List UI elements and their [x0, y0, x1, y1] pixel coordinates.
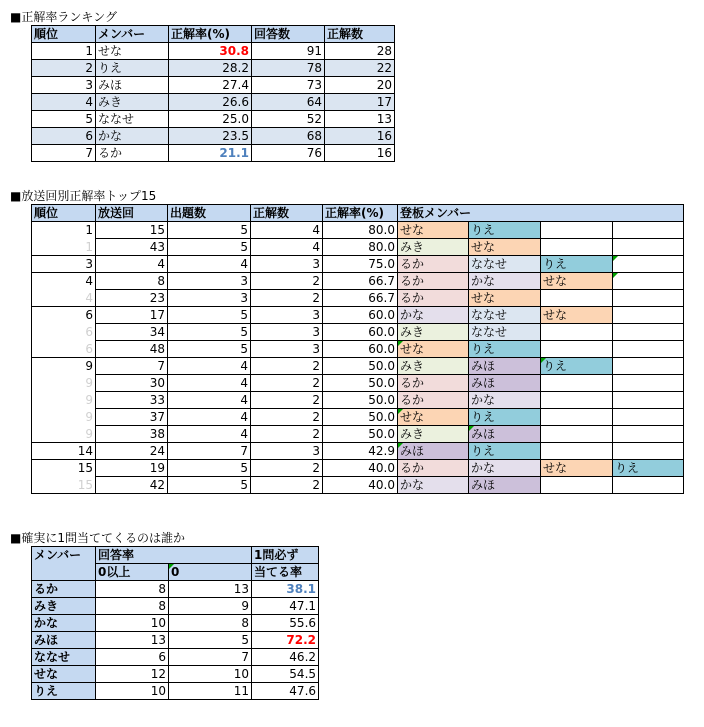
member-cell: るか: [398, 273, 469, 290]
member-cell: [613, 426, 684, 443]
member-cell: せな: [541, 460, 613, 477]
member-cell: りえ: [32, 683, 96, 700]
table-row: [32, 222, 684, 239]
member-cell: るか: [398, 375, 469, 392]
member-cell: [613, 375, 684, 392]
zero-cell: 8: [169, 615, 252, 632]
rate-cell: 75.0: [323, 256, 398, 273]
rate-cell: 21.1: [169, 145, 252, 162]
correct-cell: 16: [325, 128, 395, 145]
correct-cell: 2: [251, 409, 323, 426]
member-cell: るか: [398, 256, 469, 273]
table-row: [32, 43, 395, 60]
rank-cell: 15: [32, 460, 96, 477]
correct-cell: 3: [251, 341, 323, 358]
member-cell: [613, 409, 684, 426]
must-hit-rate-cell: 55.6: [252, 615, 319, 632]
member-cell: りえ: [469, 222, 541, 239]
member-cell: [613, 477, 684, 494]
rank-cell: 4: [32, 290, 96, 307]
rate-cell: 50.0: [323, 409, 398, 426]
correct-cell: 28: [325, 43, 395, 60]
questions-cell: 5: [168, 460, 251, 477]
episode-cell: 8: [96, 273, 168, 290]
questions-cell: 4: [168, 409, 251, 426]
rate-cell: 80.0: [323, 239, 398, 256]
rate-cell: 66.7: [323, 273, 398, 290]
member-cell: みほ: [469, 477, 541, 494]
rank-cell: 6: [32, 128, 96, 145]
questions-cell: 4: [168, 426, 251, 443]
table-row: [32, 460, 684, 477]
rate-cell: 40.0: [323, 477, 398, 494]
zero-plus-cell: 8: [96, 581, 169, 598]
questions-cell: 5: [168, 307, 251, 324]
member-cell: かな: [469, 392, 541, 409]
zero-plus-cell: 8: [96, 598, 169, 615]
table-row: [32, 598, 319, 615]
table-row: [32, 649, 319, 666]
episode-cell: 34: [96, 324, 168, 341]
table-row: [32, 77, 395, 94]
table-row: [32, 239, 684, 256]
episode-cell: 24: [96, 443, 168, 460]
correct-cell: 3: [251, 256, 323, 273]
rank-cell: 4: [32, 94, 96, 111]
table-row: [32, 666, 319, 683]
member-cell: りえ: [541, 256, 613, 273]
rate-cell: 60.0: [323, 307, 398, 324]
table-row: [32, 324, 684, 341]
table-row: [32, 443, 684, 460]
member-cell: せな: [398, 222, 469, 239]
header-sub-2: 0: [169, 564, 252, 581]
must-hit-title: ■確実に1問当ててくるのは誰か: [10, 531, 185, 545]
member-cell: ななせ: [32, 649, 96, 666]
episode-cell: 4: [96, 256, 168, 273]
table-row: [32, 256, 684, 273]
header-must-hit-1: 1問必ず: [252, 547, 319, 564]
header-rank: 順位: [32, 26, 96, 43]
member-cell: ななせ: [469, 324, 541, 341]
member-cell: [541, 341, 613, 358]
correct-cell: 20: [325, 77, 395, 94]
member-cell: [613, 290, 684, 307]
episode-cell: 17: [96, 307, 168, 324]
zero-plus-cell: 13: [96, 632, 169, 649]
zero-cell: 7: [169, 649, 252, 666]
zero-cell: 11: [169, 683, 252, 700]
rank-cell: 6: [32, 307, 96, 324]
member-cell: るか: [398, 460, 469, 477]
rank-cell: 5: [32, 111, 96, 128]
member-cell: [541, 375, 613, 392]
table-row: [32, 581, 319, 598]
header-rate: 正解率(%): [169, 26, 252, 43]
rank-cell: 9: [32, 426, 96, 443]
zero-cell: 5: [169, 632, 252, 649]
rate-cell: 60.0: [323, 324, 398, 341]
member-cell: みほ: [469, 375, 541, 392]
zero-plus-cell: 10: [96, 683, 169, 700]
questions-cell: 5: [168, 239, 251, 256]
member-cell: [613, 273, 684, 290]
rate-cell: 50.0: [323, 426, 398, 443]
table-row: [32, 426, 684, 443]
rate-cell: 60.0: [323, 341, 398, 358]
member-cell: [541, 477, 613, 494]
rate-cell: 25.0: [169, 111, 252, 128]
table-row: [32, 128, 395, 145]
member-cell: みき: [32, 598, 96, 615]
table-row: [32, 683, 319, 700]
rate-cell: 30.8: [169, 43, 252, 60]
rate-cell: 50.0: [323, 392, 398, 409]
correct-cell: 2: [251, 375, 323, 392]
header-must-hit-2: 当てる率: [252, 564, 319, 581]
member-cell: せな: [96, 43, 169, 60]
table-row: [32, 307, 684, 324]
member-cell: りえ: [613, 460, 684, 477]
must-hit-rate-cell: 72.2: [252, 632, 319, 649]
table-header-row: [32, 547, 319, 564]
table-row: [32, 60, 395, 77]
zero-cell: 10: [169, 666, 252, 683]
member-cell: [613, 239, 684, 256]
episode-cell: 19: [96, 460, 168, 477]
member-cell: [613, 256, 684, 273]
member-cell: [541, 324, 613, 341]
member-cell: ななせ: [469, 307, 541, 324]
questions-cell: 5: [168, 324, 251, 341]
header-answers: 回答数: [252, 26, 325, 43]
must-hit-table: [31, 546, 319, 700]
accuracy-ranking-table: [31, 25, 395, 162]
rate-cell: 27.4: [169, 77, 252, 94]
member-cell: [613, 307, 684, 324]
answers-cell: 64: [252, 94, 325, 111]
rank-cell: 6: [32, 341, 96, 358]
member-cell: かな: [398, 477, 469, 494]
table-row: [32, 94, 395, 111]
zero-cell: 13: [169, 581, 252, 598]
member-cell: りえ: [541, 358, 613, 375]
table-row: [32, 145, 395, 162]
correct-cell: 3: [251, 443, 323, 460]
member-cell: ななせ: [96, 111, 169, 128]
table-row: [32, 341, 684, 358]
episode-cell: 30: [96, 375, 168, 392]
rate-cell: 42.9: [323, 443, 398, 460]
header-rate: 正解率(%): [323, 205, 398, 222]
must-hit-rate-cell: 47.6: [252, 683, 319, 700]
rate-cell: 28.2: [169, 60, 252, 77]
member-cell: かな: [398, 307, 469, 324]
rank-cell: 3: [32, 256, 96, 273]
table-header-row: [32, 205, 684, 222]
member-cell: [613, 392, 684, 409]
rank-cell: 9: [32, 392, 96, 409]
member-cell: [541, 239, 613, 256]
correct-cell: 3: [251, 307, 323, 324]
zero-plus-cell: 6: [96, 649, 169, 666]
rank-cell: 9: [32, 375, 96, 392]
rate-cell: 66.7: [323, 290, 398, 307]
member-cell: かな: [469, 460, 541, 477]
questions-cell: 3: [168, 290, 251, 307]
member-cell: [613, 358, 684, 375]
must-hit-rate-cell: 47.1: [252, 598, 319, 615]
member-cell: [541, 409, 613, 426]
member-cell: るか: [32, 581, 96, 598]
member-cell: りえ: [96, 60, 169, 77]
member-cell: せな: [469, 290, 541, 307]
rank-cell: 6: [32, 324, 96, 341]
table-row: [32, 290, 684, 307]
correct-cell: 17: [325, 94, 395, 111]
table-row: [32, 111, 395, 128]
member-cell: ななせ: [469, 256, 541, 273]
table-row: [32, 375, 684, 392]
correct-cell: 22: [325, 60, 395, 77]
answers-cell: 68: [252, 128, 325, 145]
header-members: 登板メンバー: [398, 205, 684, 222]
header-answer-rate: 回答率: [96, 547, 252, 564]
rank-cell: 15: [32, 477, 96, 494]
episode-cell: 7: [96, 358, 168, 375]
episode-cell: 37: [96, 409, 168, 426]
member-cell: せな: [541, 273, 613, 290]
rate-cell: 26.6: [169, 94, 252, 111]
correct-cell: 16: [325, 145, 395, 162]
questions-cell: 7: [168, 443, 251, 460]
rank-cell: 3: [32, 77, 96, 94]
rank-cell: 4: [32, 273, 96, 290]
episode-cell: 15: [96, 222, 168, 239]
must-hit-rate-cell: 38.1: [252, 581, 319, 598]
table-row: [32, 409, 684, 426]
rate-cell: 80.0: [323, 222, 398, 239]
header-rank: 順位: [32, 205, 96, 222]
table-header-row: [32, 26, 395, 43]
questions-cell: 4: [168, 358, 251, 375]
member-cell: [541, 443, 613, 460]
correct-cell: 3: [251, 324, 323, 341]
questions-cell: 4: [168, 256, 251, 273]
member-cell: かな: [469, 273, 541, 290]
correct-cell: 2: [251, 426, 323, 443]
member-cell: るか: [398, 290, 469, 307]
episode-top15-table: [31, 204, 684, 494]
rate-cell: 40.0: [323, 460, 398, 477]
zero-plus-cell: 10: [96, 615, 169, 632]
correct-cell: 4: [251, 239, 323, 256]
table-row: [32, 632, 319, 649]
member-cell: るか: [96, 145, 169, 162]
correct-cell: 2: [251, 392, 323, 409]
header-member: メンバー: [96, 26, 169, 43]
rate-cell: 50.0: [323, 375, 398, 392]
answers-cell: 91: [252, 43, 325, 60]
member-cell: せな: [32, 666, 96, 683]
episode-cell: 43: [96, 239, 168, 256]
member-cell: [541, 426, 613, 443]
member-cell: みき: [398, 324, 469, 341]
member-cell: るか: [398, 392, 469, 409]
correct-cell: 2: [251, 290, 323, 307]
correct-cell: 2: [251, 477, 323, 494]
ranking-title: ■正解率ランキング: [10, 10, 117, 24]
member-cell: [613, 222, 684, 239]
member-cell: みき: [96, 94, 169, 111]
member-cell: せな: [541, 307, 613, 324]
member-cell: [541, 290, 613, 307]
rank-cell: 7: [32, 145, 96, 162]
questions-cell: 5: [168, 477, 251, 494]
table-row: [32, 477, 684, 494]
must-hit-rate-cell: 46.2: [252, 649, 319, 666]
header-correct: 正解数: [251, 205, 323, 222]
episode-cell: 48: [96, 341, 168, 358]
questions-cell: 4: [168, 375, 251, 392]
episode-cell: 42: [96, 477, 168, 494]
member-cell: せな: [398, 409, 469, 426]
header-correct: 正解数: [325, 26, 395, 43]
member-cell: みほ: [32, 632, 96, 649]
table-row: [32, 392, 684, 409]
correct-cell: 2: [251, 460, 323, 477]
rank-cell: 14: [32, 443, 96, 460]
member-cell: [613, 443, 684, 460]
rate-cell: 50.0: [323, 358, 398, 375]
correct-cell: 2: [251, 358, 323, 375]
header-episode: 放送回: [96, 205, 168, 222]
rate-cell: 23.5: [169, 128, 252, 145]
header-questions: 出題数: [168, 205, 251, 222]
member-cell: みき: [398, 239, 469, 256]
rank-cell: 9: [32, 409, 96, 426]
questions-cell: 5: [168, 341, 251, 358]
rank-cell: 1: [32, 43, 96, 60]
zero-plus-cell: 12: [96, 666, 169, 683]
member-cell: みほ: [398, 443, 469, 460]
member-cell: かな: [96, 128, 169, 145]
questions-cell: 5: [168, 222, 251, 239]
episode-cell: 23: [96, 290, 168, 307]
correct-cell: 4: [251, 222, 323, 239]
answers-cell: 78: [252, 60, 325, 77]
member-cell: せな: [469, 239, 541, 256]
member-cell: みほ: [469, 426, 541, 443]
member-cell: りえ: [469, 443, 541, 460]
rank-cell: 1: [32, 222, 96, 239]
table-row: [32, 358, 684, 375]
member-cell: [613, 324, 684, 341]
must-hit-rate-cell: 54.5: [252, 666, 319, 683]
member-cell: せな: [398, 341, 469, 358]
member-cell: みき: [398, 426, 469, 443]
rank-cell: 1: [32, 239, 96, 256]
member-cell: みほ: [469, 358, 541, 375]
correct-cell: 13: [325, 111, 395, 128]
member-cell: [613, 341, 684, 358]
member-cell: みき: [398, 358, 469, 375]
header-member: メンバー: [32, 547, 96, 581]
table-row: [32, 273, 684, 290]
correct-cell: 2: [251, 273, 323, 290]
zero-cell: 9: [169, 598, 252, 615]
member-cell: [541, 392, 613, 409]
episode-cell: 38: [96, 426, 168, 443]
member-cell: みほ: [96, 77, 169, 94]
rank-cell: 9: [32, 358, 96, 375]
episode-top15-title: ■放送回別正解率トップ15: [10, 189, 157, 203]
header-sub-1: 0以上: [96, 564, 169, 581]
member-cell: りえ: [469, 341, 541, 358]
answers-cell: 52: [252, 111, 325, 128]
answers-cell: 76: [252, 145, 325, 162]
member-cell: [541, 222, 613, 239]
episode-cell: 33: [96, 392, 168, 409]
questions-cell: 4: [168, 392, 251, 409]
member-cell: りえ: [469, 409, 541, 426]
table-row: [32, 615, 319, 632]
rank-cell: 2: [32, 60, 96, 77]
member-cell: かな: [32, 615, 96, 632]
questions-cell: 3: [168, 273, 251, 290]
answers-cell: 73: [252, 77, 325, 94]
